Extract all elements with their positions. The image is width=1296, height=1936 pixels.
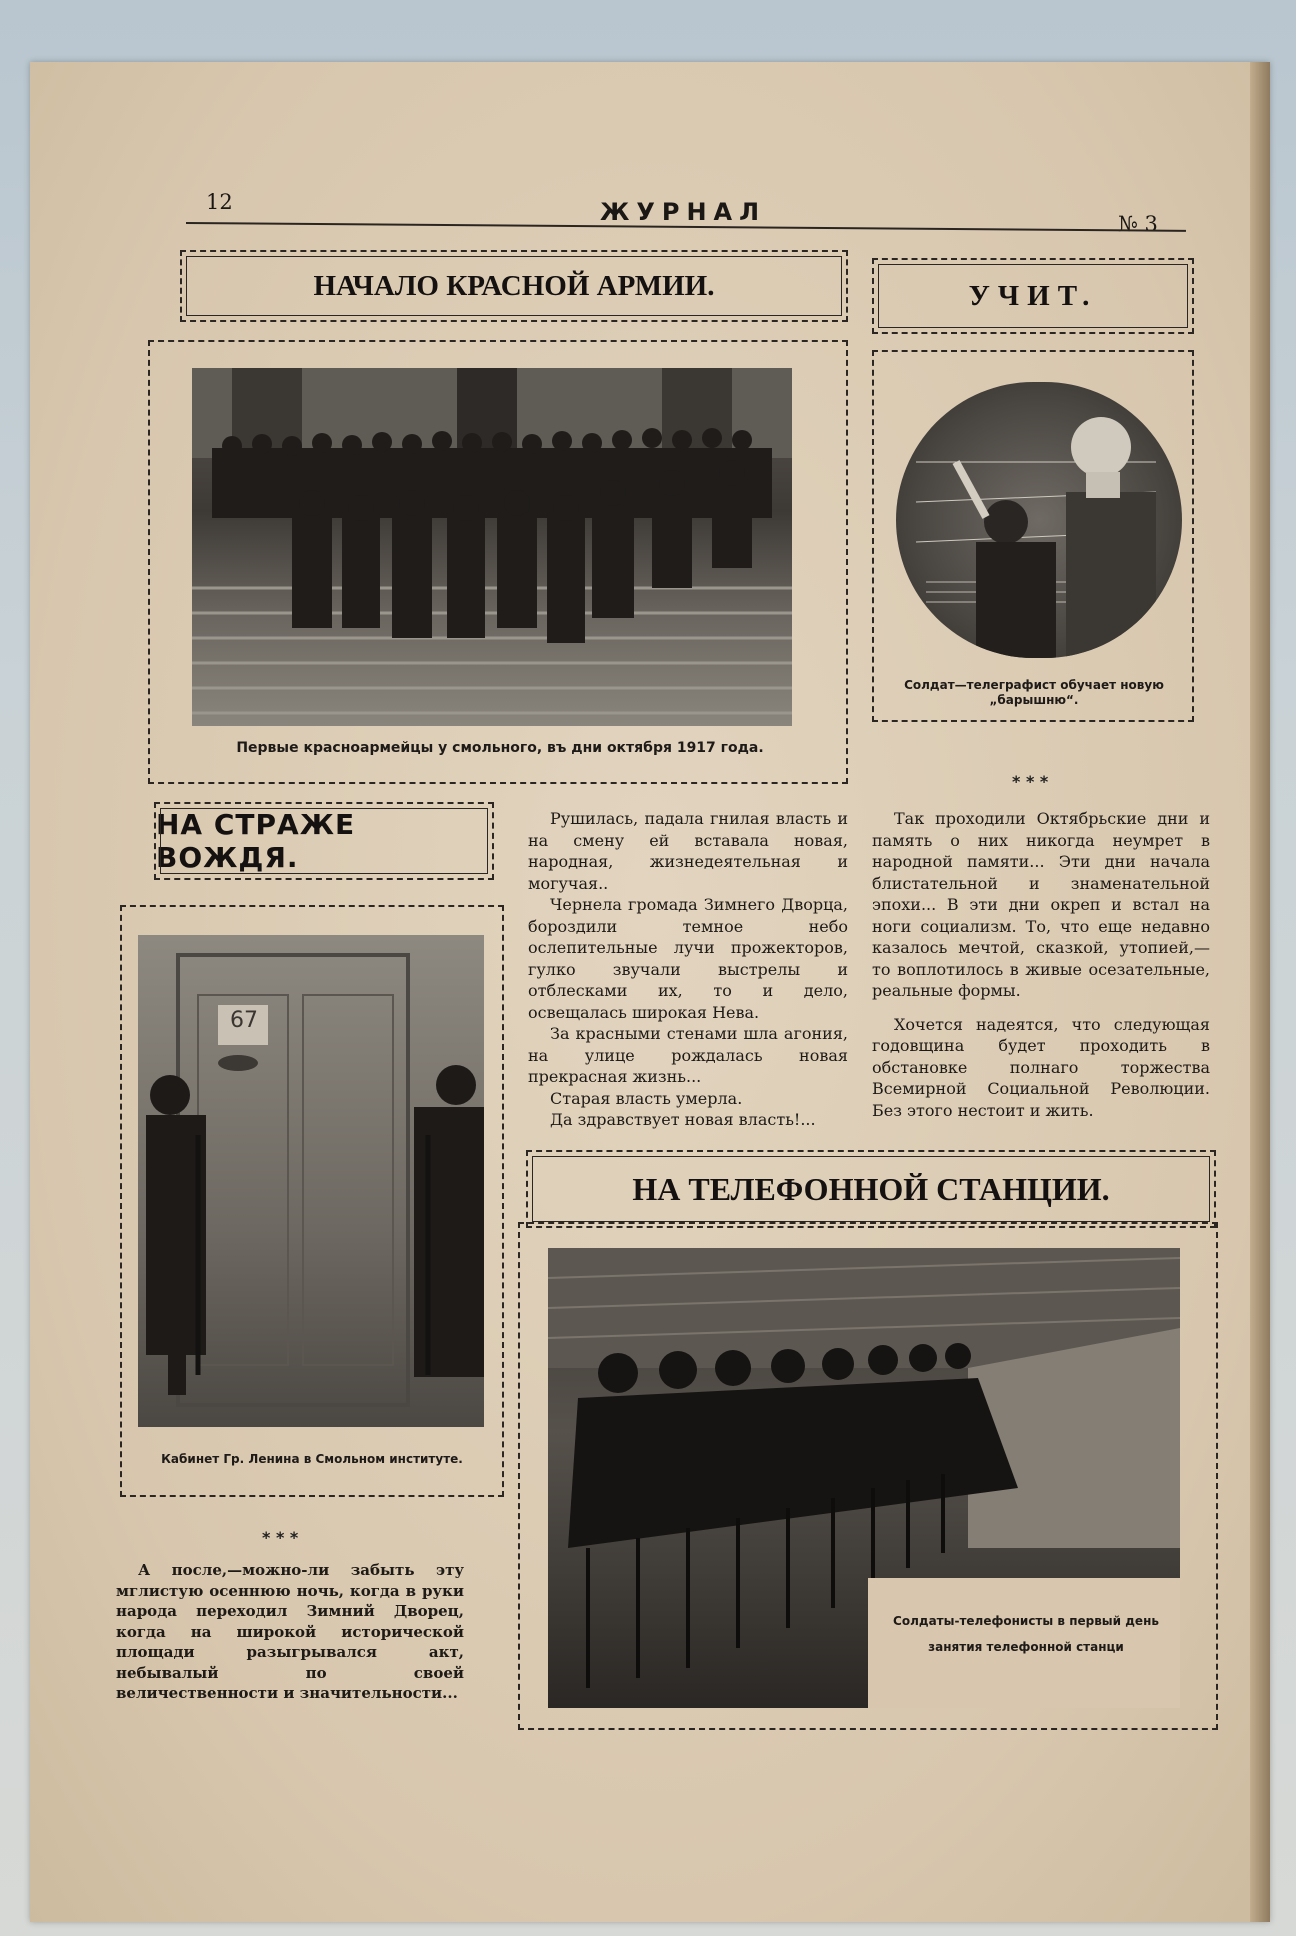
page-number: 12 bbox=[206, 190, 233, 214]
heading-text: НА СТРАЖЕ ВОЖДЯ. bbox=[156, 808, 356, 874]
ornament-stars-2: * * * bbox=[262, 1528, 299, 1547]
red-army-caption: Первые красноармейцы у смольного, въ дни октября 1917 года. bbox=[236, 740, 764, 756]
paragraph: Да здравствует новая власть!... bbox=[550, 1110, 816, 1129]
issue-number: № 3 bbox=[1118, 212, 1158, 236]
telephone-caption bbox=[872, 1608, 1180, 1660]
red-army-photo bbox=[192, 368, 792, 726]
paragraph: За красными стенами шла агония, на улице рождалась новая прекрасная жизнь... bbox=[528, 1024, 848, 1086]
paragraph: Рушилась, падала гнилая власть и на смену ей вставала новая, народная, жизнедеятельная и могучая.. bbox=[528, 809, 848, 893]
paragraph: А после,—можно-ли забыть эту мглистую осеннюю ночь, когда в руки народа переходил Зимний Дворец, когда на широкой исторической площади разыгрывался акт, небывалый по своей величественности и значительности... bbox=[116, 1561, 464, 1702]
paragraph: Чернела громада Зимнего Дворца, бороздили темное небо ослепительные лучи прожекторов, гулко звучали выстрелы и отблесками их, то и дело, освещалась широкая Нева. bbox=[528, 895, 848, 1022]
telegraph-photo bbox=[896, 382, 1182, 658]
paragraph: Так проходили Октябрьские дни и память о них никогда неумрет в народной памяти... Эти дни начала блистательной и знаменательной эпохи... В эти дни окреп и встал на ноги социализм. То, что еще недавно казалось мечтой, сказкой, утопией,—то воплотилось в живые осезательные, реальные формы. bbox=[872, 809, 1210, 1000]
section-heading-guard bbox=[154, 802, 494, 880]
heading-text: УЧИТ. bbox=[968, 279, 1098, 312]
telegraph-photo-illustration bbox=[896, 382, 1182, 658]
telephone-caption-line-1: Солдаты-телефонисты в первый день bbox=[893, 1614, 1159, 1628]
door-number: 67 bbox=[230, 1008, 258, 1033]
paragraph: Хочется надеятся, что следующая годовщина будет проходить в обстановке полнаго торжества Всемирной Социальной Революции. Без этого нестоит и жить. bbox=[872, 1014, 1210, 1120]
middle-column-text bbox=[528, 808, 848, 1131]
masthead-title: ЖУРНАЛ bbox=[600, 198, 767, 226]
right-column-text bbox=[872, 808, 1210, 1121]
red-army-photo-illustration bbox=[192, 368, 792, 726]
teaches-caption-line-1: Солдат—телеграфист обучает новую bbox=[904, 678, 1164, 692]
paragraph: Старая власть умерла. bbox=[550, 1088, 743, 1108]
section-heading-red-army bbox=[180, 250, 848, 322]
heading-text: НА ТЕЛЕФОННОЙ СТАНЦИИ. bbox=[632, 1170, 1110, 1207]
teaches-caption bbox=[884, 678, 1184, 708]
teaches-caption-line-2: „барышню“. bbox=[989, 693, 1079, 707]
left-bottom-text bbox=[116, 1560, 464, 1704]
section-heading-teaches bbox=[872, 258, 1194, 334]
page-spine-shadow bbox=[1250, 62, 1270, 1922]
guard-caption: Кабинет Гр. Ленина в Смольном институте. bbox=[161, 1452, 463, 1466]
section-heading-telephone bbox=[526, 1150, 1216, 1228]
guard-photo-illustration bbox=[138, 935, 484, 1427]
ornament-stars: * * * bbox=[1012, 772, 1049, 791]
telephone-caption-line-2: занятия телефонной станци bbox=[928, 1640, 1124, 1654]
guard-photo bbox=[138, 935, 484, 1427]
heading-text: НАЧАЛО КРАСНОЙ АРМИИ. bbox=[313, 269, 715, 302]
